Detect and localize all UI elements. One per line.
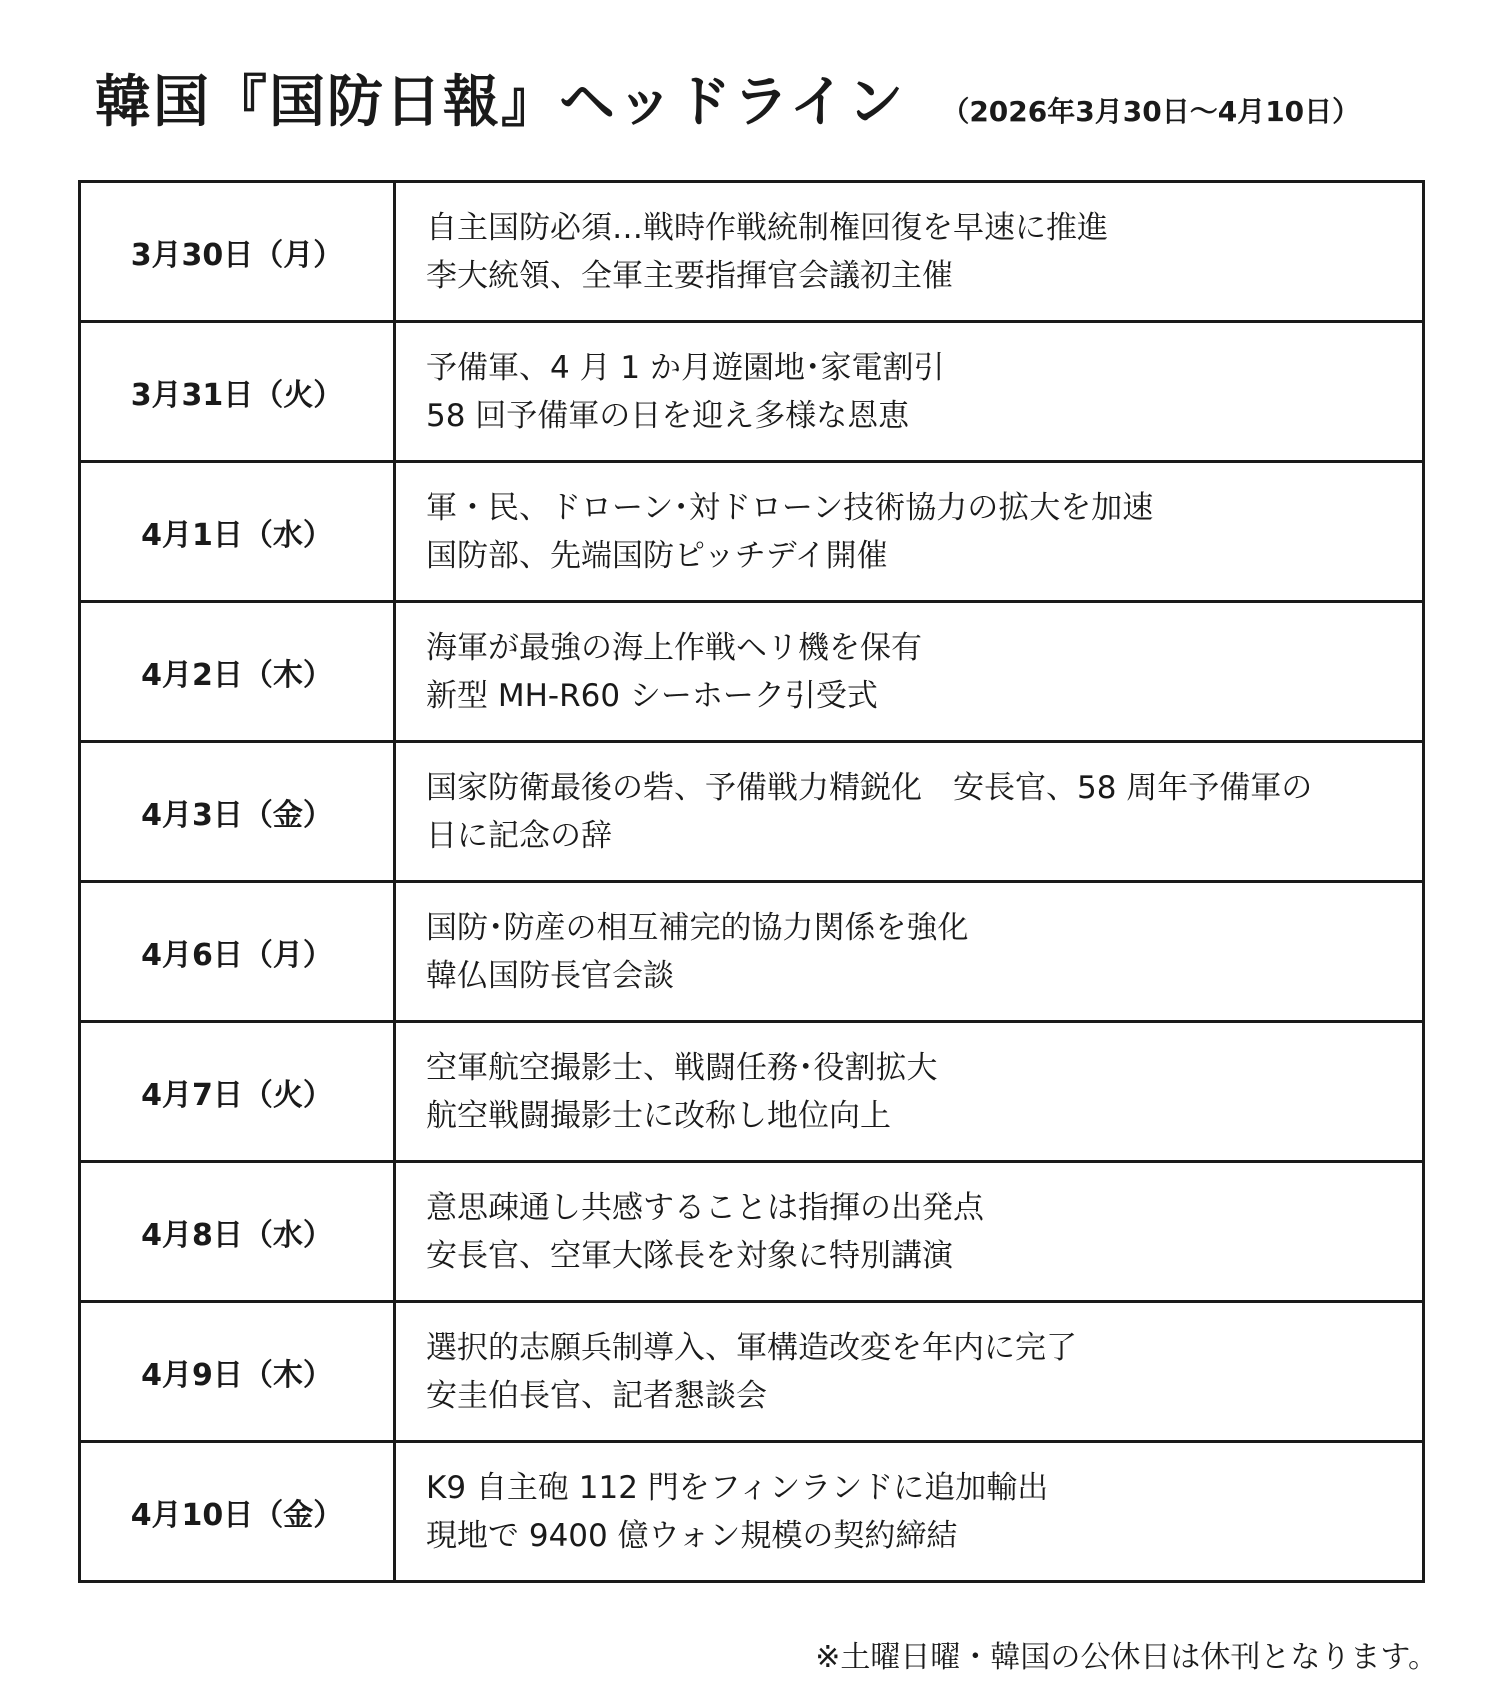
date-cell: 4月8日（水） <box>80 1162 395 1302</box>
headline-line: 現地で 9400 億ウォン規模の契約締結 <box>426 1517 958 1554</box>
table-row <box>80 462 1424 602</box>
headline-line: 空軍航空撮影士、戦闘任務･役割拡大 <box>426 1049 938 1086</box>
date-cell: 3月30日（月） <box>80 182 395 322</box>
table-row <box>80 182 1424 322</box>
table-row <box>80 742 1424 882</box>
date-cell: 4月2日（木） <box>80 602 395 742</box>
headline-line: K9 自主砲 112 門をフィンランドに追加輸出 <box>426 1469 1049 1506</box>
date-cell: 4月7日（火） <box>80 1022 395 1162</box>
headline-line: 58 回予備軍の日を迎え多様な恩恵 <box>426 397 910 434</box>
headline-line: 国防･防産の相互補完的協力関係を強化 <box>426 909 969 946</box>
headline-line: 安長官、空軍大隊長を対象に特別講演 <box>426 1237 953 1274</box>
headline-line: 予備軍、4 月 1 か月遊園地･家電割引 <box>426 349 945 386</box>
page-title: 韓国『国防日報』ヘッドライン <box>95 70 906 135</box>
headline-line: 選択的志願兵制導入、軍構造改変を年内に完了 <box>426 1329 1077 1366</box>
headline-cell <box>395 742 1424 882</box>
headline-cell <box>395 882 1424 1022</box>
footer-note: ※土曜日曜・韓国の公休日は休刊となります。 <box>815 1640 1438 1675</box>
table-row <box>80 882 1424 1022</box>
table-row <box>80 1162 1424 1302</box>
headline-cell <box>395 1022 1424 1162</box>
page-header <box>95 58 1435 138</box>
table-row <box>80 1302 1424 1442</box>
headline-line: 安圭伯長官、記者懇談会 <box>426 1377 767 1414</box>
headline-line: 韓仏国防長官会談 <box>426 957 674 994</box>
date-range-subtitle: （2026年3月30日～4月10日） <box>941 95 1361 128</box>
headline-cell <box>395 602 1424 742</box>
headline-line: 国防部、先端国防ピッチデイ開催 <box>426 537 888 574</box>
headline-line: 自主国防必須…戦時作戦統制権回復を早速に推進 <box>426 209 1108 246</box>
date-cell: 4月9日（木） <box>80 1302 395 1442</box>
headline-line: 軍・民、ドローン･対ドローン技術協力の拡大を加速 <box>426 489 1154 526</box>
headline-line: 日に記念の辞 <box>426 817 612 854</box>
headline-cell <box>395 1442 1424 1582</box>
date-cell: 4月3日（金） <box>80 742 395 882</box>
headline-cell <box>395 1302 1424 1442</box>
table-row <box>80 1022 1424 1162</box>
headline-line: 国家防衛最後の砦、予備戦力精鋭化 安長官、58 周年予備軍の <box>426 769 1313 806</box>
date-cell: 4月1日（水） <box>80 462 395 602</box>
headline-cell <box>395 1162 1424 1302</box>
headline-line: 海軍が最強の海上作戦ヘリ機を保有 <box>426 629 922 666</box>
headline-cell <box>395 322 1424 462</box>
table-row <box>80 1442 1424 1582</box>
date-cell: 4月10日（金） <box>80 1442 395 1582</box>
headline-line: 新型 MH-R60 シーホーク引受式 <box>426 677 878 714</box>
date-cell: 4月6日（月） <box>80 882 395 1022</box>
date-cell: 3月31日（火） <box>80 322 395 462</box>
headline-line: 航空戦闘撮影士に改称し地位向上 <box>426 1097 891 1134</box>
headline-line: 李大統領、全軍主要指揮官会議初主催 <box>426 257 953 294</box>
table-row <box>80 602 1424 742</box>
headline-line: 意思疎通し共感することは指揮の出発点 <box>426 1189 984 1226</box>
headline-table <box>78 180 1425 1583</box>
headline-cell <box>395 182 1424 322</box>
headline-cell <box>395 462 1424 602</box>
table-row <box>80 322 1424 462</box>
